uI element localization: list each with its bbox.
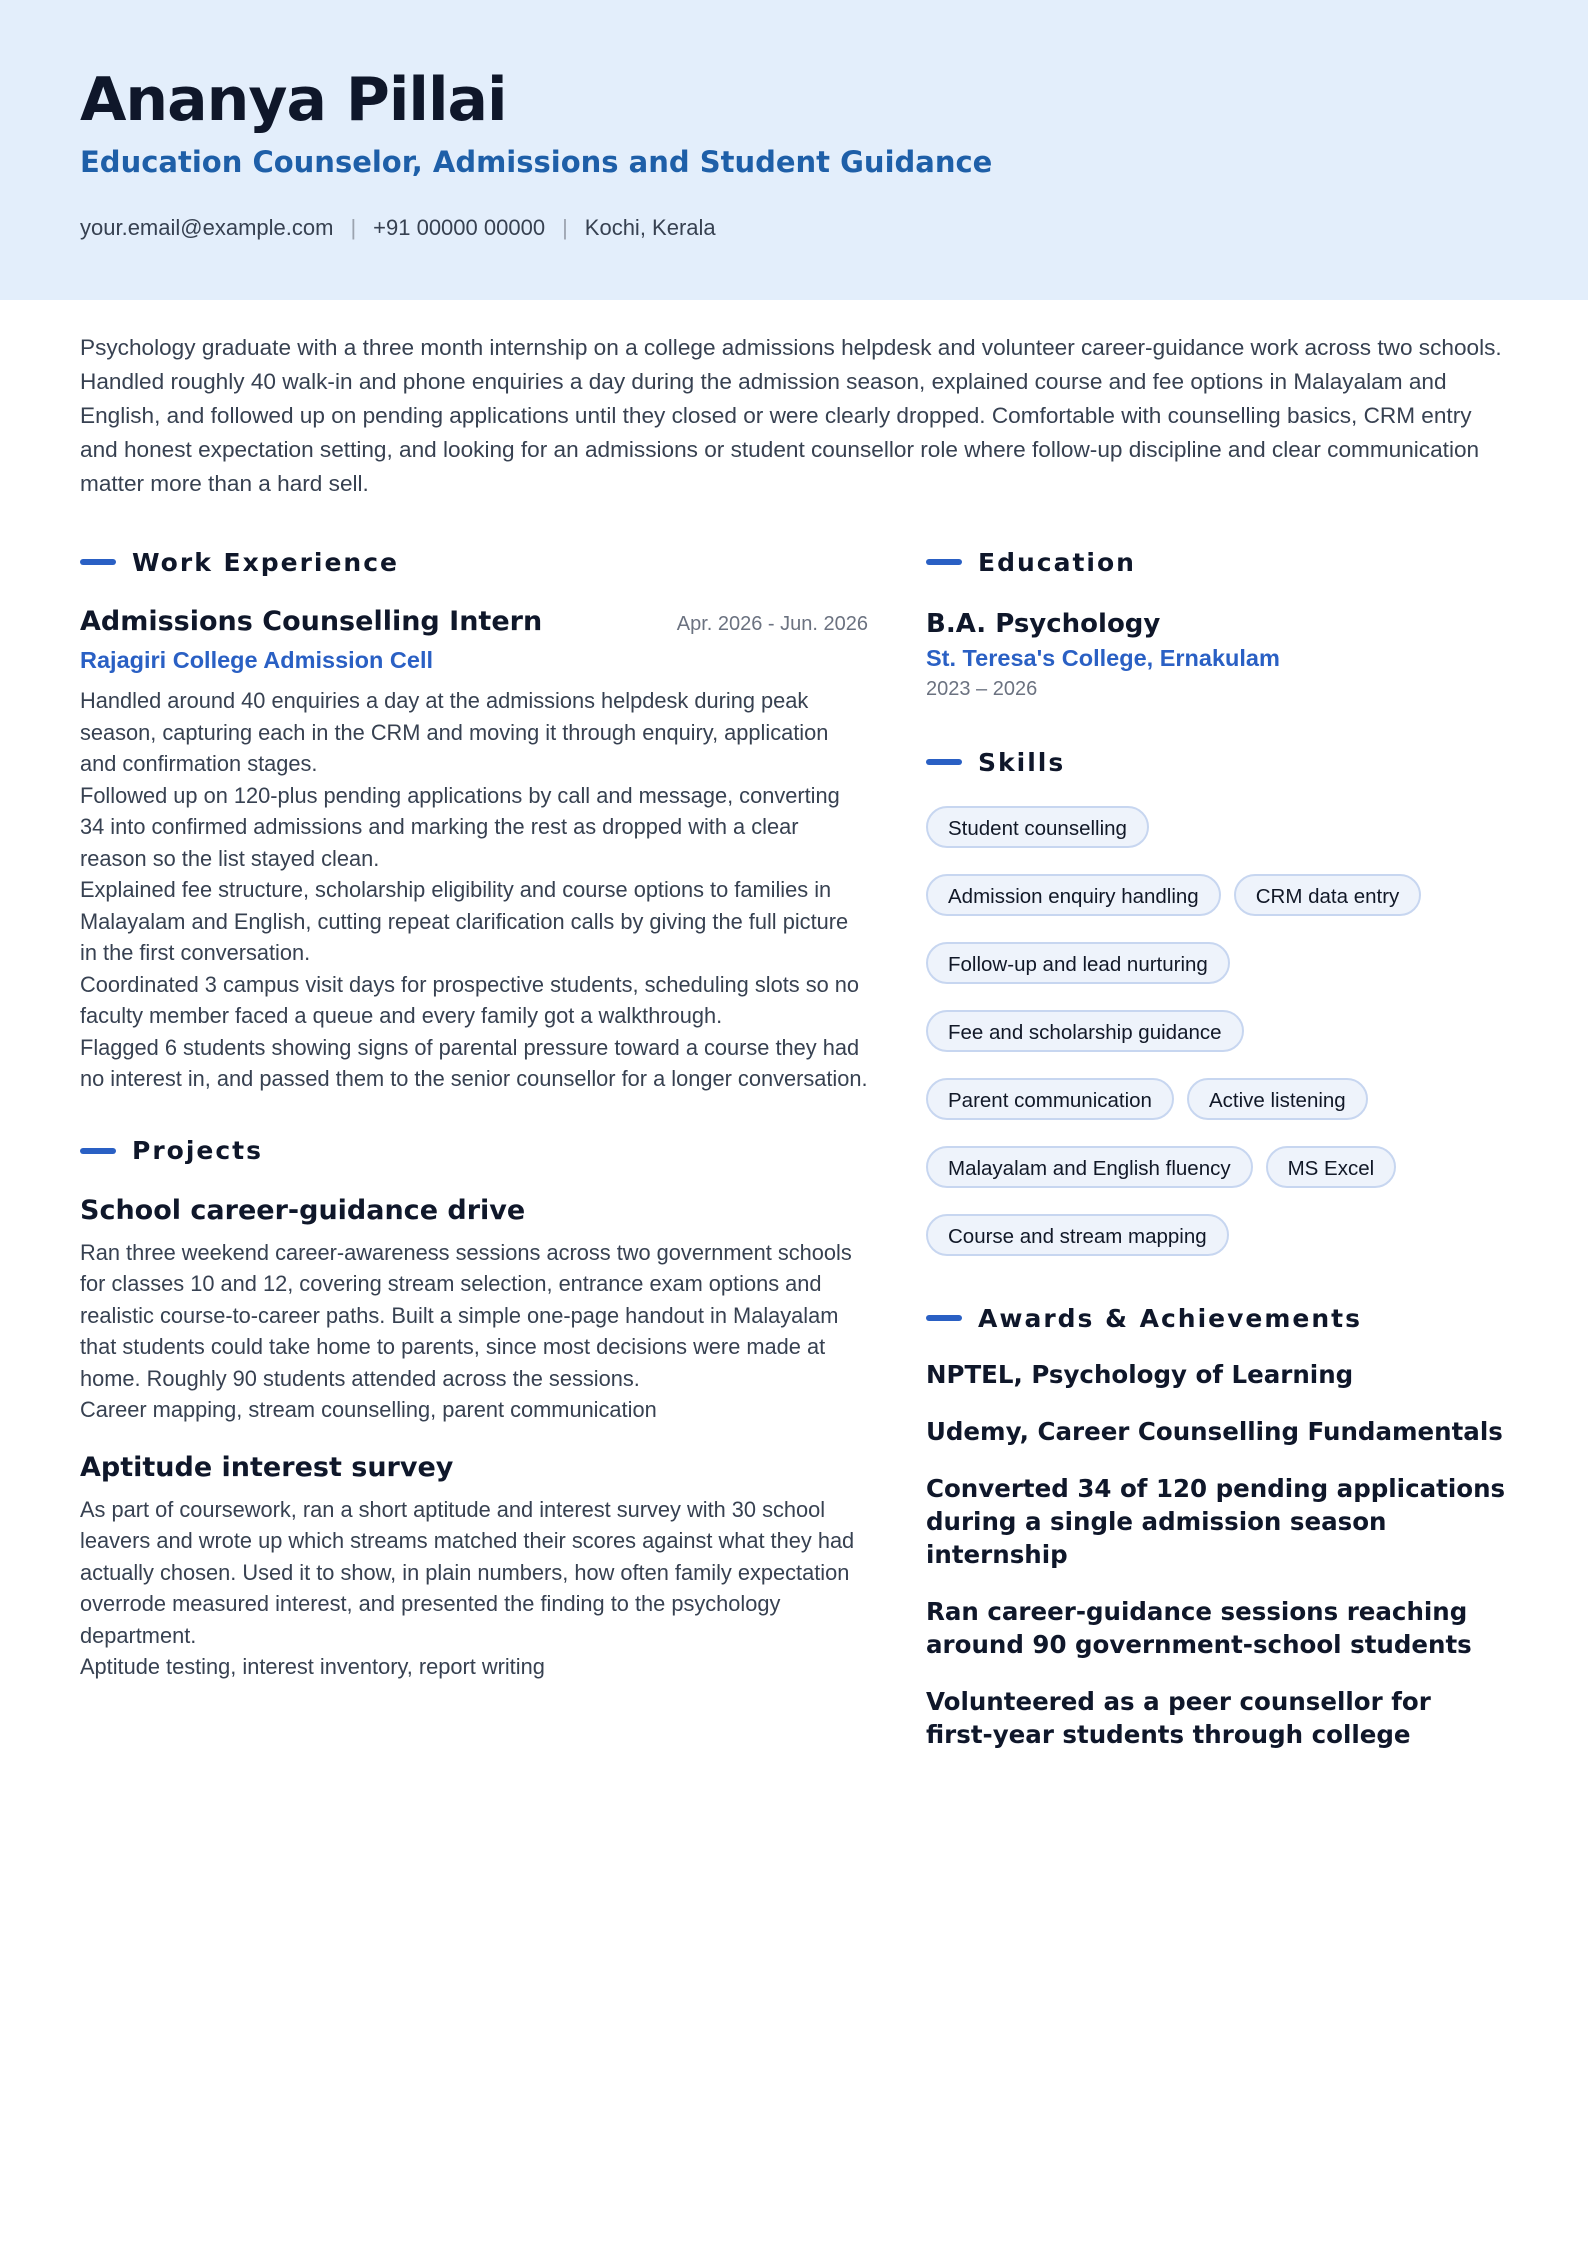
- education-heading: [926, 540, 1506, 584]
- skill-chip: Fee and scholarship guidance: [926, 1010, 1244, 1052]
- contact-line: [80, 213, 716, 243]
- skill-chip: Follow-up and lead nurturing: [926, 942, 1230, 984]
- section-accent-bar: [80, 559, 116, 565]
- job-entry: [80, 606, 868, 1095]
- skill-chip: Malayalam and English fluency: [926, 1146, 1253, 1188]
- award-item: Ran career-guidance sessions reaching around 90 government-school students: [926, 1597, 1472, 1659]
- section-title: Projects: [132, 1136, 264, 1165]
- education-school: St. Teresa's College, Ernakulam: [926, 645, 1280, 671]
- profile-summary: Psychology graduate with a three month internship on a college admissions helpdesk and volunteer career-guidance work across two schools. Handled roughly 40 walk-in and phone enquiries a day during the admission season, explained course and fee options in Malayalam and English, and followed up on pending applications until they closed or were clearly dropped. Comfortable with counselling basics, CRM entry and honest expectation setting, and looking for an admissions or student counsellor role where follow-up discipline and clear communication matter more than a hard sell.: [80, 335, 1502, 496]
- project-entry: [80, 1448, 868, 1683]
- skills-heading: [926, 740, 1506, 784]
- skill-chip: Admission enquiry handling: [926, 874, 1221, 916]
- candidate-role: Education Counselor, Admissions and Student Guidance: [80, 145, 993, 179]
- section-accent-bar: [80, 1148, 116, 1154]
- skill-chip: Active listening: [1187, 1078, 1368, 1120]
- project-description: Ran three weekend career-awareness sessions across two government schools for classes 10 and 12, covering stream selection, entrance exam options and realistic course-to-career paths. Built a simple one-page handout in Malayalam that students could take home to parents, since most decisions were made at home. Roughly 90 students attended across the sessions.: [80, 1239, 852, 1391]
- skills-list: [926, 806, 1506, 1256]
- project-title: Aptitude interest survey: [80, 1451, 454, 1483]
- job-bullet: Explained fee structure, scholarship eligibility and course options to families in Malayalam and English, cutting repeat clarification calls by giving the full picture in the first conversation.: [80, 877, 849, 965]
- job-title: Admissions Counselling Intern: [80, 606, 543, 637]
- project-description: As part of coursework, ran a short aptitude and interest survey with 30 school leavers and wrote up which streams matched their scores against what they had actually chosen. Used it to show, in plain numbers, how often family expectation overrode measured interest, and presented the finding to the psychology department.: [80, 1496, 855, 1648]
- skill-chip: Student counselling: [926, 806, 1149, 848]
- award-item: Udemy, Career Counselling Fundamentals: [926, 1417, 1503, 1446]
- section-title: Skills: [978, 747, 1066, 777]
- education-degree: B.A. Psychology: [926, 609, 1161, 639]
- project-body: [80, 1237, 868, 1426]
- skill-chip: Parent communication: [926, 1078, 1174, 1120]
- education-years: 2023 – 2026: [926, 678, 1038, 700]
- contact-email[interactable]: your.email@example.com: [80, 215, 334, 240]
- work-experience-heading: [80, 540, 868, 584]
- projects-heading: [80, 1129, 868, 1173]
- award-item: Converted 34 of 120 pending applications during a single admission season internship: [926, 1474, 1506, 1569]
- contact-separator: |: [562, 215, 568, 240]
- section-title: Education: [978, 547, 1136, 577]
- job-bullet: Handled around 40 enquiries a day at the admissions helpdesk during peak season, capturing each in the CRM and moving it through enquiry, application and confirmation stages.: [80, 688, 829, 776]
- skill-chip: MS Excel: [1266, 1146, 1397, 1188]
- job-dates: Apr. 2026 - Jun. 2026: [676, 613, 868, 635]
- award-item: NPTEL, Psychology of Learning: [926, 1360, 1354, 1389]
- section-title: Work Experience: [132, 547, 399, 577]
- awards-list: [926, 1358, 1506, 1751]
- job-organization: Rajagiri College Admission Cell: [80, 647, 434, 673]
- contact-location: Kochi, Kerala: [584, 215, 716, 240]
- candidate-name: Ananya Pillai: [80, 65, 507, 135]
- job-bullet: Followed up on 120-plus pending applications by call and message, converting 34 into confirmed admissions and marking the rest as dropped with a clear reason so the list stayed clean.: [80, 782, 840, 871]
- job-bullet: Flagged 6 students showing signs of parental pressure toward a course they had no interest in, and passed them to the senior counsellor for a longer conversation.: [80, 1034, 868, 1091]
- job-bullets: [80, 685, 868, 1095]
- skill-chip: Course and stream mapping: [926, 1214, 1229, 1256]
- project-tags: Aptitude testing, interest inventory, report writing: [80, 1654, 545, 1679]
- section-accent-bar: [926, 1315, 962, 1321]
- award-item: Volunteered as a peer counsellor for first-year students through college: [926, 1687, 1431, 1749]
- header-banner: [0, 0, 1588, 300]
- section-accent-bar: [926, 559, 962, 565]
- section-accent-bar: [926, 759, 962, 765]
- left-column: [80, 540, 868, 1683]
- project-entry: [80, 1191, 868, 1426]
- awards-heading: [926, 1296, 1506, 1340]
- contact-separator: |: [350, 215, 357, 240]
- contact-phone[interactable]: +91 00000 00000: [373, 215, 546, 240]
- project-tags: Career mapping, stream counselling, parent communication: [80, 1397, 657, 1422]
- right-column: [926, 540, 1506, 1751]
- job-bullet: Coordinated 3 campus visit days for prospective students, scheduling slots so no faculty member faced a queue and every family got a walkthrough.: [80, 971, 860, 1028]
- project-title: School career-guidance drive: [80, 1194, 526, 1226]
- skill-chip: CRM data entry: [1234, 874, 1422, 916]
- section-title: Awards & Achievements: [978, 1303, 1363, 1333]
- project-body: [80, 1494, 868, 1683]
